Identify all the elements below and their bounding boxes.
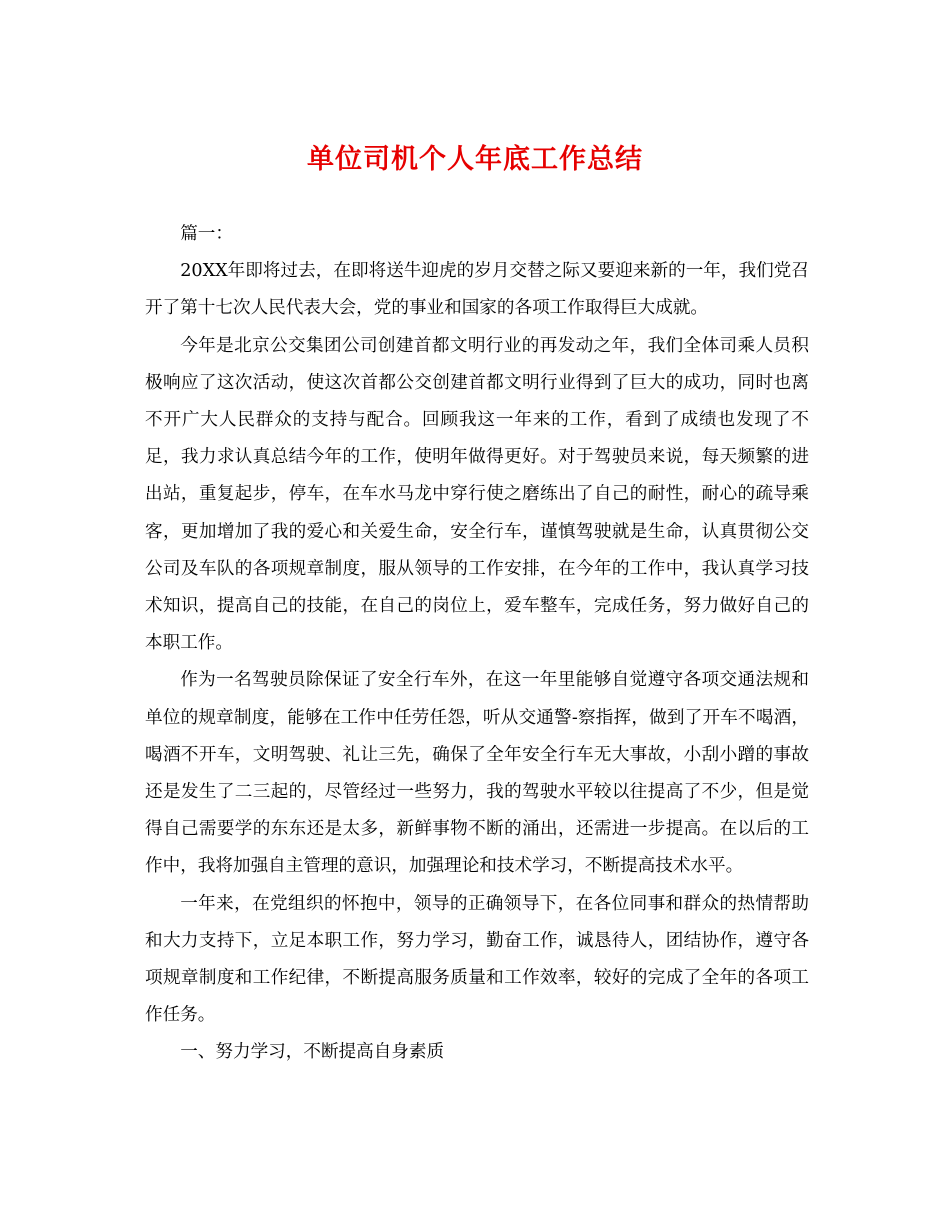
document-body [145,216,809,1072]
paragraph-safety: 作为一名驾驶员除保证了安全行车外，在这一年里能够自觉遵守各项交通法规和单位的规章制度，能够在工作中任劳任怨，听从交通警-察指挥，做到了开车不喝酒，喝酒不开车，文明驾驶、礼让三先，确保了全年安全行车无大事故，小刮小蹭的事故还是发生了二三起的，尽管经过一些努力，我的驾驶水平较以往提高了不少，但是觉得自己需要学的东东还是太多，新鲜事物不断的涌出，还需进一步提高。在以后的工作中，我将加强自主管理的意识，加强理论和技术学习，不断提高技术水平。 [145,670,809,877]
paragraph-section-label: 篇一： [180,224,233,244]
document-title: 单位司机个人年底工作总结 [307,144,643,175]
paragraph-intro: 20XX年即将过去，在即将送牛迎虎的岁月交替之际又要迎来新的一年，我们党召开了第十七次人民代表大会，党的事业和国家的各项工作取得巨大成就。 [145,261,809,319]
paragraph-heading-one: 一、努力学习，不断提高自身素质 [180,1042,445,1063]
paragraph-summary: 一年来，在党组织的怀抱中，领导的正确领导下，在各位同事和群众的热情帮助和大力支持下，立足本职工作，努力学习，勤奋工作，诚恳待人，团结协作，遵守各项规章制度和工作纪律，不断提高服务质量和工作效率，较好的完成了全年的各项工作任务。 [145,893,809,1026]
paragraph-review: 今年是北京公交集团公司创建首都文明行业的再发动之年，我们全体司乘人员积极响应了这次活动，使这次首都公交创建首都文明行业得到了巨大的成功，同时也离不开广大人民群众的支持与配合。回顾我这一年来的工作，看到了成绩也发现了不足，我力求认真总结今年的工作，使明年做得更好。对于驾驶员来说，每天频繁的进出站，重复起步，停车，在车水马龙中穿行使之磨练出了自己的耐性，耐心的疏导乘客，更加增加了我的爱心和关爱生命，安全行车，谨慎驾驶就是生命，认真贯彻公交公司及车队的各项规章制度，服从领导的工作安排，在今年的工作中，我认真学习技术知识，提高自己的技能，在自己的岗位上，爱车整车，完成任务，努力做好自己的本职工作。 [145,335,809,654]
